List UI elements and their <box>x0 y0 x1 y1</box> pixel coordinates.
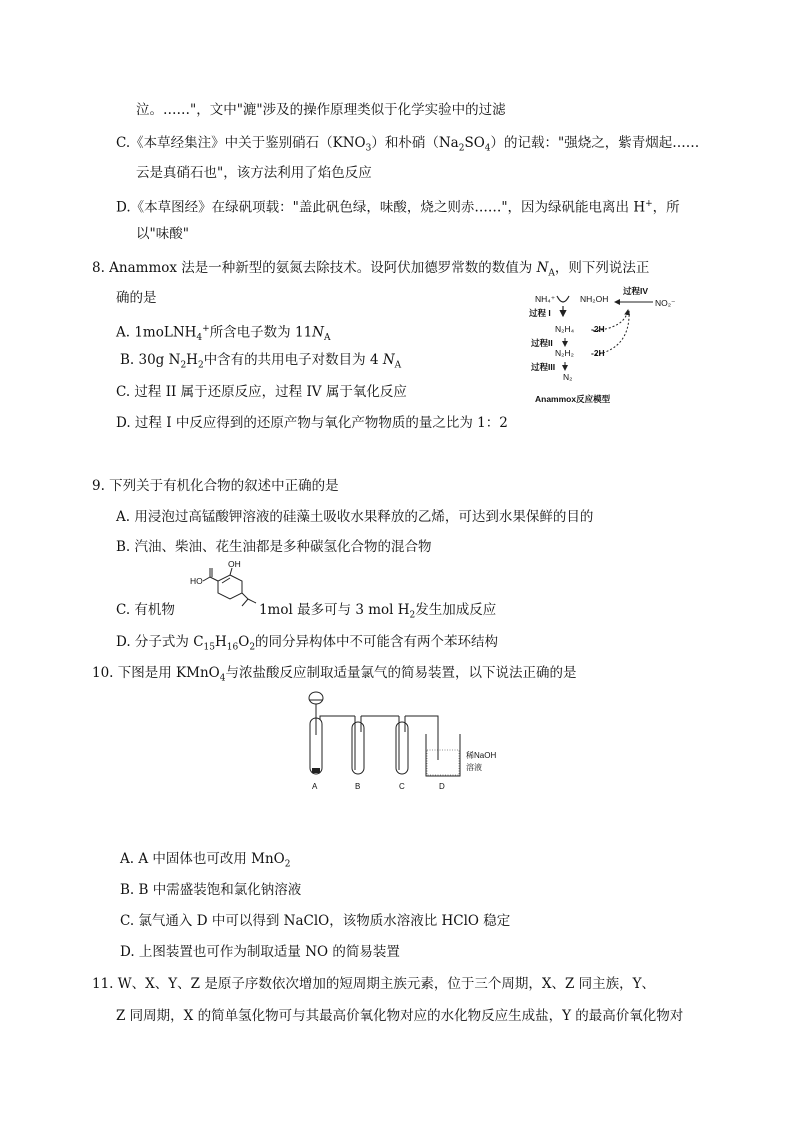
q10-option-a: A. A 中固体也可改用 MnO$_2$ <box>120 851 291 870</box>
naoh-label-1: 稀NaOH <box>466 751 497 760</box>
structure-oh: OH <box>228 559 241 569</box>
q8-option-c: C. 过程 II 属于还原反应，过程 IV 属于氧化反应 <box>116 384 407 400</box>
q11-line2: Z 同周期，X 的简单氢化物可与其最高价氧化物对应的水化物反应生成盐，Y 的最高价氧化物对 <box>116 1008 684 1024</box>
fig-n2h2: N₂H₂ <box>555 348 574 358</box>
fig-nh2oh: NH₂OH <box>580 294 609 304</box>
q9-option-a: A. 用浸泡过高锰酸钾溶液的硅藻土吸收水果释放的乙烯，可达到水果保鲜的目的 <box>116 509 594 525</box>
anammox-diagram <box>525 282 710 407</box>
q8-stem-line2: 确的是 <box>116 290 157 306</box>
q7-option-c-line2: 云是真硝石也"，该方法利用了焰色反应 <box>136 165 372 181</box>
fig-nh4: NH₄⁺ <box>535 294 556 304</box>
chlorine-apparatus <box>298 690 513 796</box>
q9-stem: 9. 下列关于有机化合物的叙述中正确的是 <box>92 478 339 494</box>
q10-option-c: C. 氯气通入 D 中可以得到 NaClO，该物质水溶液比 HClO 稳定 <box>120 913 511 929</box>
q10-stem: 10. 下图是用 KMnO$_4$与浓盐酸反应制取适量氯气的简易装置，以下说法正确的是 <box>92 665 577 684</box>
fig-process-1: 过程 I <box>529 308 551 318</box>
fig-caption: Anammox反应模型 <box>535 394 611 404</box>
fig-no2: NO₂⁻ <box>655 298 676 308</box>
q7-option-d-line1: D.《本草图经》在绿矾项载："盖此矾色绿，味酸，烧之则赤……"，因为绿矾能电离出 H+，所 <box>116 199 680 216</box>
fig-process-3: 过程III <box>531 362 556 372</box>
q8-option-a: A. 1moLNH$_4$+所含电子数为 $11N_A$ <box>116 324 331 344</box>
q9-option-d: D. 分子式为 $C_{15}H_{16}O_2$的同分异构体中不可能含有两个苯环结构 <box>116 634 499 653</box>
q8-option-d: D. 过程 I 中反应得到的还原产物与氧化产物物质的量之比为 1：2 <box>116 415 508 431</box>
q8-option-b: B. 30g $N_2H_2$中含有的共用电子对数目为 4 $N_A$ <box>120 352 402 371</box>
naoh-label-2: 溶液 <box>466 763 482 772</box>
label-d: D <box>439 782 445 791</box>
fig-minus-2h-2: -2H <box>591 348 605 358</box>
fig-process-4: 过程IV <box>623 286 649 296</box>
fig-process-2: 过程II <box>531 338 553 348</box>
q7-option-d-line2: 以"味酸" <box>136 226 189 242</box>
label-a: A <box>312 782 318 791</box>
fig-n2h4: N₂H₄ <box>555 324 575 334</box>
q11-line1: 11. W、X、Y、Z 是原子序数依次增加的短周期主族元素，位于三个周期，X、Z 同主族，Y、 <box>92 976 656 992</box>
q8-stem-line1: 8. Anammox 法是一种新型的氨氮去除技术。设阿伏加德罗常数的数值为 $N_A$，则下列说法正 <box>92 260 650 279</box>
label-b: B <box>355 782 361 791</box>
fig-minus-2h-1: -2H <box>591 324 605 334</box>
q7-option-c-line1: C.《本草经集注》中关于鉴别硝石$(KNO_3)$和朴硝$(Na_2SO_4)$的记载："强烧之，紫青烟起…… <box>116 135 700 154</box>
q10-option-d: D. 上图装置也可作为制取适量 NO 的简易装置 <box>120 944 400 960</box>
label-c: C <box>399 782 405 791</box>
q10-option-b: B. B 中需盛装饱和氯化钠溶液 <box>120 882 302 898</box>
q9-option-c: C. 有机物 1mol 最多可与 3 mol $H_2$发生加成反应 <box>116 602 497 621</box>
fig-n2: N₂ <box>563 372 573 382</box>
structure-ho: HO <box>190 576 203 586</box>
q7-continuation: 泣。……"，文中"漉"涉及的操作原理类似于化学实验中的过滤 <box>136 102 506 118</box>
apparatus-drawing <box>298 690 513 796</box>
q9-option-b: B. 汽油、柴油、花生油都是多种碳氢化合物的混合物 <box>116 539 432 555</box>
